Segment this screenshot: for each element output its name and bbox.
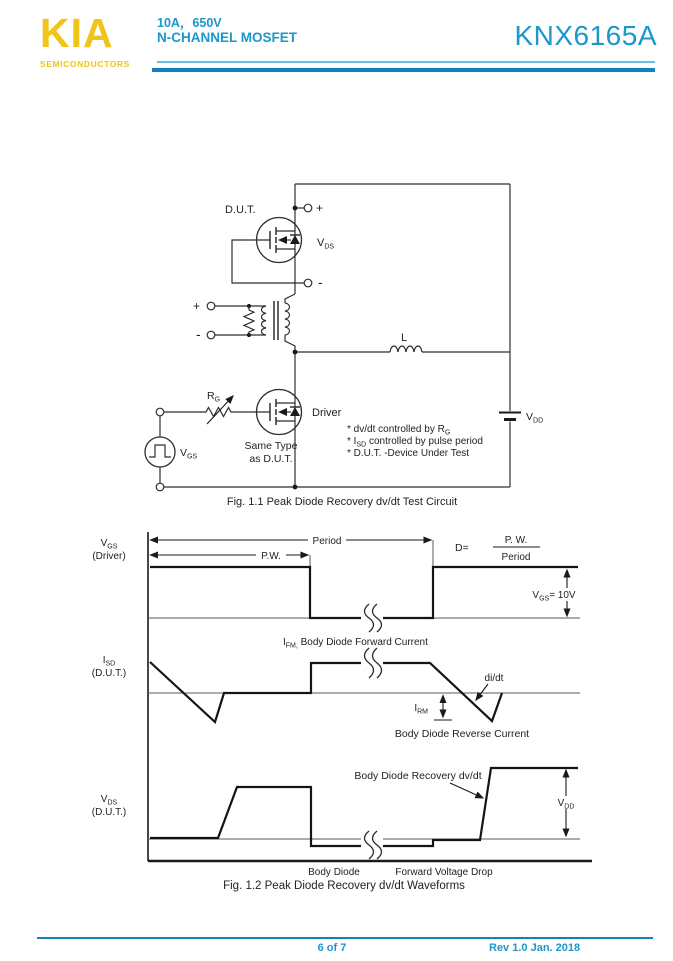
- circuit-note-1: * dv/dt controlled by $R_G$: [347, 424, 451, 437]
- ifm-label: $I_{FM,}$ Body Diode Forward Current: [283, 637, 428, 650]
- irm-label: $I_{RM}$: [414, 703, 428, 716]
- period-label: Period: [312, 536, 342, 547]
- inductor-label: L: [400, 332, 408, 344]
- circuit-note-3: * D.U.T. -Device Under Test: [347, 448, 470, 459]
- rating-line: 10A，650V: [157, 16, 222, 30]
- body-diode-label: Body Diode: [308, 867, 360, 878]
- driver-label: Driver: [312, 407, 342, 419]
- circuit-note-2: * $I_{SD}$ controlled by pulse period: [347, 436, 483, 449]
- vdd-label: $V_{DD}$: [526, 411, 544, 425]
- vdd-level-label: $V_{DD}$: [557, 798, 575, 811]
- fig2-caption: Fig. 1.2 Peak Diode Recovery dv/dt Waveforms: [223, 880, 465, 892]
- duty-cycle-formula: [455, 535, 540, 563]
- fig1-caption: Fig. 1.1 Peak Diode Recovery dv/dt Test Circuit: [226, 496, 458, 508]
- irm-arrow: [434, 696, 452, 721]
- vds-label: $V_{DS}$: [317, 237, 335, 251]
- vgs-axis-label: $V_{GS}$: [100, 538, 118, 551]
- xfmr-plus-label: +: [193, 299, 201, 313]
- duty-numerator: P. W.: [504, 535, 528, 546]
- same-type-line2: as D.U.T.: [249, 453, 293, 465]
- same-type-line1: Same Type: [244, 440, 298, 452]
- vgs-source-label: $V_{GS}$: [180, 447, 198, 461]
- kia-logo: KIA: [40, 10, 114, 56]
- duty-denominator: Period: [501, 552, 531, 563]
- plus-terminal-label: +: [316, 201, 324, 215]
- period-arrow: [151, 533, 432, 547]
- vds-axis-label: $V_{DS}$: [100, 794, 118, 807]
- pulse-source-symbol: [145, 437, 175, 467]
- battery-symbol: [499, 413, 521, 420]
- rg-label: $R_G$: [207, 390, 221, 404]
- duty-lhs: D=: [455, 542, 469, 554]
- recovery-label: Body Diode Recovery dv/dt: [354, 770, 482, 782]
- didt-arrow: [476, 684, 488, 700]
- vgs-level-label: $V_{GS}= 10V$: [532, 590, 576, 603]
- dut-label: D.U.T.: [225, 204, 256, 216]
- inductor-symbol: [390, 346, 422, 352]
- logo-subtext: SEMICONDUCTORS: [40, 59, 130, 69]
- type-line: N-CHANNEL MOSFET: [157, 30, 297, 45]
- test-circuit-figure: [145, 184, 543, 508]
- vds-axis-paren: (D.U.T.): [91, 807, 127, 818]
- part-number: KNX6165A: [514, 20, 657, 51]
- pw-label: P.W.: [261, 551, 281, 562]
- page-number: 6 of 7: [317, 942, 347, 954]
- reverse-current-label: Body Diode Reverse Current: [394, 728, 530, 740]
- xfmr-minus-label: -: [196, 326, 201, 342]
- isd-waveform: [150, 662, 502, 722]
- isd-axis-label: $I_{SD}$: [102, 655, 116, 668]
- recovery-arrow: [450, 783, 483, 798]
- fwd-drop-label: Forward Voltage Drop: [395, 867, 493, 878]
- waveform-figure: [92, 532, 592, 892]
- footer-rule: [37, 937, 653, 939]
- vgs-axis-paren: (Driver): [92, 551, 126, 562]
- didt-label: di/dt: [484, 673, 504, 684]
- isd-axis-paren: (D.U.T.): [91, 668, 127, 679]
- pw-arrow: [151, 548, 309, 562]
- revision: Rev 1.0 Jan. 2018: [489, 942, 581, 954]
- minus-terminal-label: -: [318, 274, 323, 290]
